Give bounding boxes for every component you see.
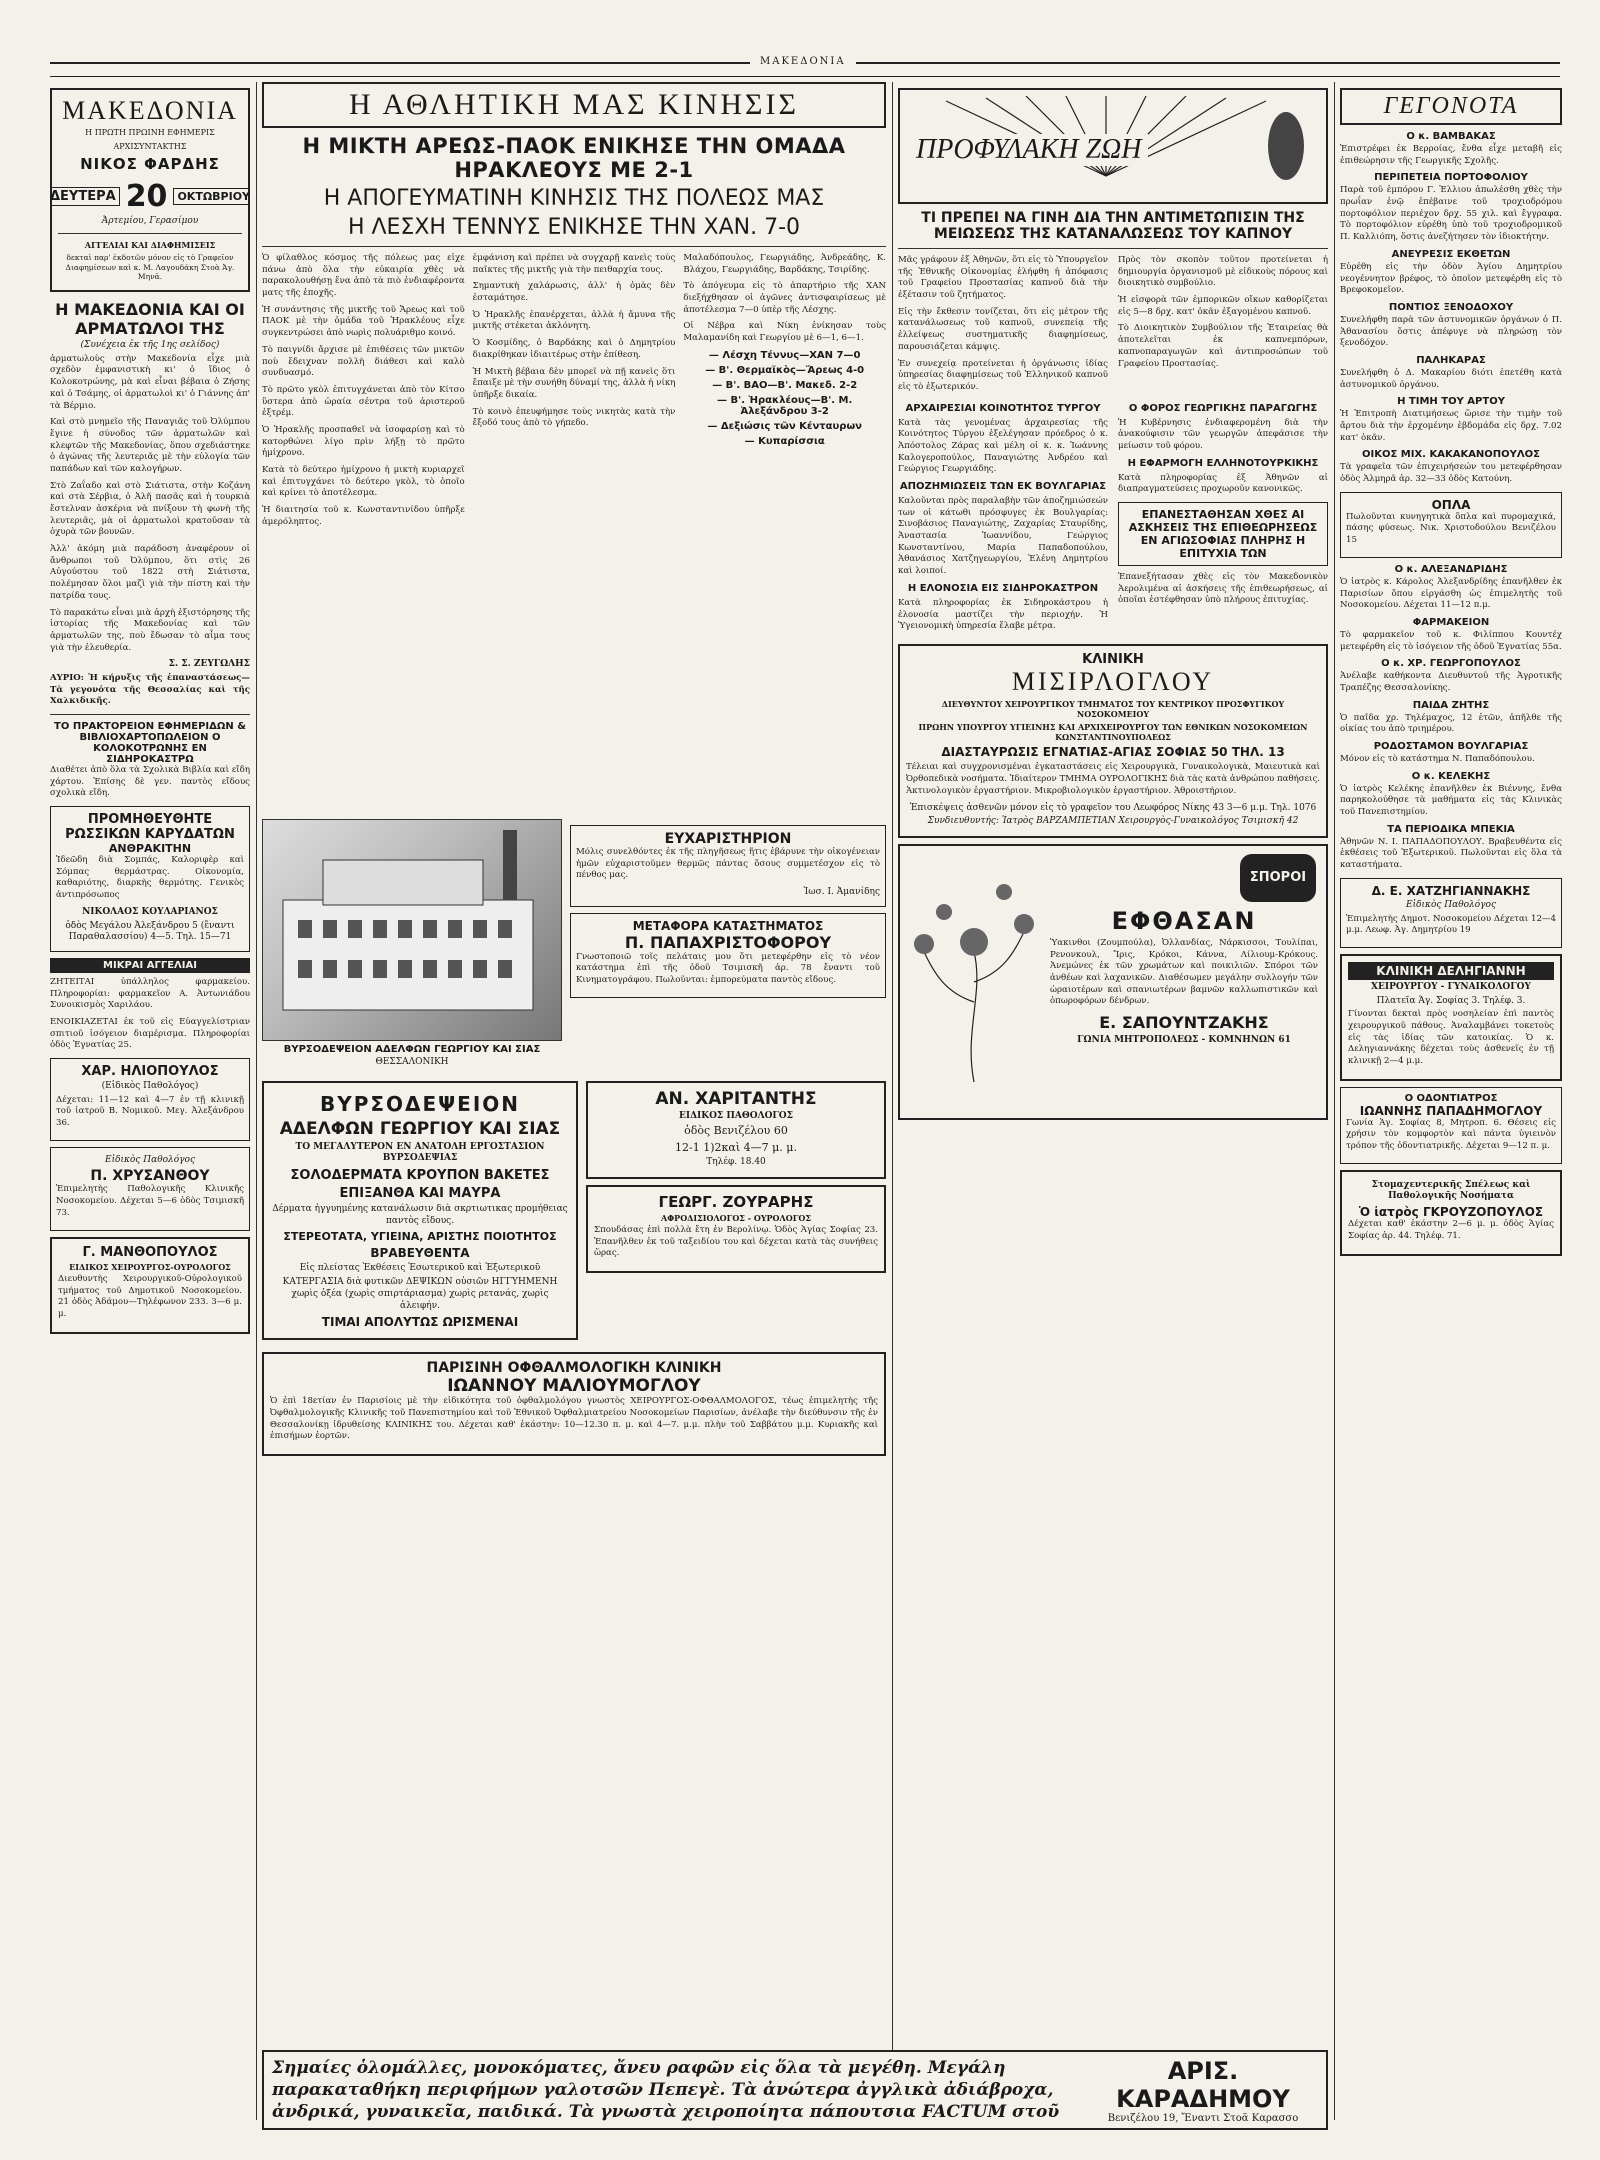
column-events	[1340, 82, 1562, 2120]
moving-text: Γνωστοποιῶ τοῖς πελάταις μου ὅτι μετεφέρθην εἰς τὸ νέον κατάστημα ἐπὶ τῆς ὁδοῦ Τσιμισκῆ ἀρ. 78 ἔναντι τοῦ Κινηματογράφου. Πωλοῦνται: ἐμπορεύματα παντὸς εἴδους.	[576, 951, 880, 986]
news-column	[898, 255, 1108, 399]
news-paragraph: Εἰς τὴν ἔκθεσιν τονίζεται, ὅτι εἰς μέτρον τῆς κατανάλωσεως τοῦ καπνοῦ, συνεπείᾳ τῆς ἐλλείψεως συστηματικῆς διαφημίσεως, παρουσιάζεται κάμψις.	[898, 306, 1108, 352]
headline: Η ΜΙΚΤΗ ΑΡΕΩΣ-ΠΑΟΚ ΕΝΙΚΗΣΕ ΤΗΝ ΟΜΑΔΑ ΗΡΑΚΛΕΟΥΣ ΜΕ 2-1	[302, 134, 846, 182]
event-heading: Η ΤΙΜΗ ΤΟΥ ΑΡΤΟΥ	[1397, 396, 1505, 408]
event-text: Εὑρέθη εἰς τὴν ὁδὸν Ἀγίου Δημητρίου νεογέννητον βρέφος, τὸ ὁποῖον μετεφέρθη εἰς τὸ Βρεφοκομεῖον.	[1340, 261, 1562, 296]
sports-column	[683, 253, 886, 813]
news-text: Ἐπανεξήτασαν χθὲς εἰς τὸν Μακεδονικὸν Ἀερολιμένα αἱ ἀσκήσεις τῆς ἐπιθεωρήσεως, αἱ ὁποῖαι ἐστέφθησαν ὑπὸ πλήρους ἐπιτυχίας.	[1118, 572, 1328, 606]
moving-title: ΜΕΤΑΦΟΡΑ ΚΑΤΑΣΤΗΜΑΤΟΣ	[632, 918, 824, 933]
clinic-text: Τέλειαι καὶ συγχρονισμέναι ἐγκαταστάσεις εἰς Χειρουργικὰ, Γυναικολογικὰ, Μαιευτικὰ καὶ Ὀρθοπεδικὰ νοσήματα. Ἰδιαίτερον ΤΜΗΜΑ ΟΥΡΟΛΟΓΙΚΗΣ διὰ τὰς κατὰ ἀνθρώπου παθήσεις. Ἀκτινολογικὸν ἐργαστήριον. Μικροβιολογικὸν ἐργαστήριον. Ἀθροιστήριον.	[906, 762, 1320, 796]
sports-paragraph: Ὁ Ἡρακλῆς προσπαθεῖ νὰ ἰσοφαρίσῃ καὶ τὸ κατορθώνει λίγο πρὶν λήξῃ τὸ πρῶτο ἡμίχρονο.	[262, 424, 465, 459]
clinic-line: ΠΡΩΗΝ ΥΠΟΥΡΓΟΥ ΥΓΙΕΙΝΗΣ ΚΑΙ ΑΡΧΙΧΕΙΡΟΥΡΓΟΥ ΤΩΝ ΕΘΝΙΚΩΝ ΝΟΣΟΚΟΜΕΙΩΝ ΚΩΝΣΤΑΝΤΙΝΟΥΠΟΛΕΩΣ	[918, 721, 1308, 743]
tannery-ad-line: ΣΤΕΡΕΟΤΑΤΑ, ΥΓΙΕΙΝΑ, ΑΡΙΣΤΗΣ ΠΟΙΟΤΗΤΟΣ	[283, 1230, 557, 1244]
editor-label: ΑΡΧΙΣΥΝΤΑΚΤΗΣ	[113, 142, 187, 152]
thanks-title: ΕΥΧΑΡΙΣΤΗΡΙΟΝ	[664, 831, 792, 847]
doctor-text: Δέχεται: 11—12 καὶ 4—7 ἐν τῇ κλινικῇ τοῦ ἰατροῦ Β. Νομικοῦ. Μεγ. Ἀλεξάνδρου 36.	[56, 1094, 244, 1129]
news-subhead: ΑΡΧΑΙΡΕΣΙΑΙ ΚΟΙΝΟΤΗΤΟΣ ΤΥΡΓΟΥ	[905, 402, 1101, 414]
event-heading: ΑΝΕΥΡΕΣΙΣ ΕΚΘΕΤΩΝ	[1391, 248, 1511, 260]
ads-label: ΑΓΓΕΛΙΑΙ ΚΑΙ ΔΙΑΦΗΜΙΣΕΙΣ	[84, 240, 216, 251]
clinic-visits: Ἐπισκέψεις ἀσθενῶν μόνον εἰς τὸ γραφεῖον του Λεωφόρος Νίκης 43 3—6 μ.μ. Τηλ. 1076	[909, 802, 1317, 813]
event-heading: Ο κ. ΑΛΕΞΑΝΔΡΙΔΗΣ	[1394, 563, 1508, 575]
sports-paragraph: Τὸ κοινὸ ἐπευφήμησε τοὺς νικητὰς κατὰ τὴν ἔξοδό τους ἀπὸ τὸ γήπεδο.	[472, 406, 676, 429]
shop-address: Βενιζέλου 19, Ἔναντι Στοᾶ Καρασσο	[1107, 2112, 1299, 2124]
sports-paragraph: Τὸ πρῶτο γκὸλ ἐπιτυγχάνεται ἀπὸ τὸν Κίτσο ὕστερα ἀπὸ ὡραία σέντρα τοῦ ἀριστεροῦ ἐξτρέμ.	[262, 384, 465, 419]
tannery-ad-line: Εἰς πλείστας Ἐκθέσεις Ἐσωτερικοῦ καὶ Ἐξωτερικοῦ	[299, 1263, 541, 1274]
news-column	[1118, 399, 1328, 638]
news-text: Καλοῦνται πρὸς παραλαβὴν τῶν ἀποζημιώσεών των οἱ κάτωθι πρόσφυγες ἐκ Βουλγαρίας: Σινοβάσιος Παναγιώτης, Ζαχαρίας Σταυρίδης, Ἀναστασία Ἰωαννίδου, Γεώργιος Κωνσταντίνου, Μαρία Παπαδοπούλου, Ἀθανάσιος Χατζηγεωργίου, Ἐλένη Δημητρίου καὶ λοιποί.	[898, 496, 1108, 577]
doctor-address: ὁδὸς Βενιζέλου 60	[684, 1124, 788, 1138]
event-text: Μόνον εἰς τὸ κατάστημα Ν. Παπαδόπουλου.	[1340, 754, 1535, 764]
events-list	[1340, 131, 1562, 486]
column-rule	[892, 82, 893, 2120]
event-heading: ΠΟΝΤΙΟΣ ΞΕΝΟΔΟΧΟΥ	[1388, 301, 1514, 313]
news-paragraph: Ἡ εἰσφορὰ τῶν ἐμπορικῶν οἴκων καθορίζεται εἰς 5—8 δρχ. κατ' ὀκᾶν ἐξαγομένου καπνοῦ.	[1118, 295, 1328, 317]
event-heading: ΠΑΛΗΚΑΡΑΣ	[1416, 354, 1486, 366]
sports-paragraph: Τὸ ἀπόγευμα εἰς τὸ ἀπαρτήριο τῆς ΧΑΝ διεξήχθησαν οἱ ἀγῶνες ἀντισφαιρίσεως μὲ ἀποτέλεσμα 7—0 ὑπὲρ τῆς Λέσχης.	[683, 281, 886, 315]
arms-ad-title: ΟΠΛΑ	[1431, 497, 1471, 512]
events-title: ΓΕΓΟΝΟΤΑ	[1383, 93, 1519, 119]
seeds-ad	[898, 844, 1328, 1120]
doctor-ad	[50, 1058, 250, 1141]
article-paragraph: Ἀλλ' ἀκόμη μιὰ παράδοση ἀναφέρουν οἱ ἄνθρωποι τοῦ Ὀλύμπου, ὅτι στὶς 26 Αὐγούστου τοῦ 1822 στὴ Σιάτιστα, πολέμησαν ὅλοι μαζὶ γιὰ τὴν πίστη καὶ τὴν πατρίδα τους.	[50, 544, 250, 601]
tannery-ad-line: ΕΠΙΞΑΝΘΑ ΚΑΙ ΜΑΥΡΑ	[339, 1186, 501, 1202]
dentist-ad	[1340, 1087, 1562, 1164]
doctor-specialty: Εἰδικὸς Παθολόγος	[1406, 899, 1496, 910]
sports-column	[262, 253, 465, 813]
coal-ad-sub: ΑΝΘΡΑΚΙΤΗΝ	[108, 842, 192, 856]
photo-place: ΘΕΣΣΑΛΟΝΙΚΗ	[375, 1057, 449, 1067]
gastro-text: Δέχεται καθ' ἑκάστην 2—6 μ. μ. ὁδὸς Ἁγίας Σοφίας ἀρ. 44. Τηλέφ. 71.	[1348, 1219, 1554, 1241]
article-paragraph: Στὸ Ζαΐαδο καὶ στὸ Σιάτιστα, στὴν Κοζάνη καὶ στὰ Σέρβια, ὁ Ἀλῆ πασᾶς καὶ ἡ τουρκιὰ ἔστελναν ἀσκέρια νὰ πνίξουν τὴ φωνὴ τῆς λευτεριᾶς, μὰ οἱ ἀρματωλοὶ κρατοῦσαν τὰ ὀχυρὰ τῶν βουνῶν.	[50, 480, 250, 538]
moving-name: Π. ΠΑΠΑΧΡΙΣΤΟΦΟΡΟΥ	[624, 932, 832, 952]
sports-paragraph: Οἱ Νέβρα καὶ Νίκη ἐνίκησαν τοὺς Μαλαμανίδη καὶ Γεωργίου μὲ 6—1, 6—1.	[683, 321, 886, 344]
coal-ad-address: ὁδὸς Μεγάλου Ἀλεξάνδρου 5 (ἔναντι Παραθαλασσίου) 4—5. Τηλ. 15—71	[65, 920, 235, 943]
doctor-ad	[1340, 878, 1562, 948]
tannery-ad-head: ΒΥΡΣΟΔΕΨΕΙΟΝ	[319, 1091, 521, 1116]
sports-paragraph: Τὸ παιγνίδι ἄρχισε μὲ ἐπιθέσεις τῶν μικτῶν ποὺ ἔδειχναν πολλὴ διάθεσι καὶ καλὸ συνδυασμό.	[262, 344, 465, 379]
match-result: — Β'. Θερμαϊκὸς—Ἄρεως 4-0	[705, 364, 865, 376]
dentist-title: Ο ΟΔΟΝΤΙΑΤΡΟΣ	[1404, 1092, 1498, 1104]
column-rule	[256, 82, 257, 2120]
doctor-ad	[50, 1147, 250, 1231]
clinic-name: ΜΙΣΙΡΛΟΓΛΟΥ	[1011, 666, 1215, 696]
thanks-notice	[570, 825, 886, 907]
date-line	[50, 178, 250, 214]
dentist-name: ΙΩΑΝΝΗΣ ΠΑΠΑΔΗΜΟΓΛΟΥ	[1359, 1103, 1543, 1118]
news-paragraph: Πρὸς τὸν σκοπὸν τοῦτον προτείνεται ἡ δημιουργία ὀργανισμοῦ μὲ εἰδικοὺς πόρους καὶ διοικητικὸ συμβούλιο.	[1118, 255, 1328, 289]
article-body	[50, 354, 250, 655]
sports-paragraph: Ἡ διαιτησία τοῦ κ. Κωνσταντινίδου ὑπῆρξε ἀμερόληπτος.	[262, 505, 465, 527]
logo-text: ΠΡΟΦΥΛΑΚΗ ΖΩΗ	[910, 134, 1148, 166]
coal-ad	[50, 806, 250, 952]
column-left	[50, 82, 250, 2120]
news-paragraph: Μᾶς γράφουν ἐξ Ἀθηνῶν, ὅτι εἰς τὸ Ὑπουργεῖον τῆς Ἐθνικῆς Οἰκονομίας ἐλήφθη ἡ ἀπόφασις τοῦ Γραφείου Προστασίας καπνοῦ διὰ τὴν ἐξέτασιν τοῦ ζητήματος.	[898, 255, 1108, 301]
gastro-name: Ὁ ἰατρὸς ΓΚΡΟΥΖΟΠΟΥΛΟΣ	[1358, 1205, 1544, 1220]
match-result: — Λέσχη Τέννυς—ΧΑΝ 7—0	[708, 349, 861, 361]
article-subtitle: (Συνέχεια ἐκ τῆς 1ης σελίδος)	[80, 340, 220, 351]
clinic-associate: Συνδιευθυντής: Ἰατρὸς ΒΑΡΖΑΜΠΕΤΙΑΝ Χειρουργὸς-Γυναικολόγος Τσιμισκῆ 42	[927, 816, 1299, 827]
seeds-text: Ὑακινθοι (Ζουμπούλα), Ὀλλανδίας, Νάρκισσοι, Τουλίπαι, Ρενονκουλ, Ἴρις, Κρόκοι, Κάννα, Λίλιουμ-Κρόκους. Ἀνεμώνες ἐκ τῶν χρωμάτων καὶ ποικιλιῶν. Σπόροι τῶν ἀνθέων καὶ λαχανικῶν. Διαθέσωμεν μεγάλην συλλογήν τῶν ὡραιοτέρων καὶ σπανιωτέρων βαμνῶν καλλωπιστικῶν καὶ ὀπωροφόρων δένδρων.	[1050, 937, 1318, 1007]
saints-of-day: Ἀρτεμίου, Γερασίμου	[101, 215, 199, 226]
eye-clinic-text: Ὁ ἐπὶ 18ετίαν ἐν Παρισίοις μὲ τὴν εἰδικότητα τοῦ ὀφθαλμολόγου γνωστὸς ΧΕΙΡΟΥΡΓΟΣ-ΟΦΘΑΛΜΟΛΟΓΟΣ, τέως ἐπιμελητὴς τῆς Ὀφθαλμολογικῆς Κλινικῆς τοῦ Πανεπιστημίου καὶ τοῦ Ἐθνικοῦ Ὀφθαλμιατρείου Νοσοκομείων Παρισίων, ἀνέλαβε τὴν διεύθυνσιν τῆς ἐν Θεσσαλονίκῃ ἱδρυθείσης ΚΛΙΝΙΚΗΣ του. Δέχεται καθ' ἑκάστην: 10—12.30 π. μ. καὶ 4—7. μ.μ. πλὴν τοῦ Σαββάτου μ.μ. Κυριακῆς καὶ ἐπισήμων ἑορτῶν.	[270, 1396, 878, 1442]
news-text: Κατὰ πληροφορίας ἐξ Ἀθηνῶν αἱ διαπραγματεύσεις προχωροῦν κανονικῶς.	[1118, 472, 1328, 495]
divider	[58, 233, 242, 234]
factory-illustration	[263, 820, 561, 1038]
coal-ad-text: Ἰδεῶδη διὰ Σομπάς, Καλοριφὲρ καὶ Σόμπας θερμάστρας. Οἰκονομία, καθαριότης, διαρκὴς θερμότης. Γενικὸς ἀντιπρόσωπος	[56, 855, 244, 901]
agency-ad-title: ΤΟ ΠΡΑΚΤΟΡΕΙΟΝ ΕΦΗΜΕΡΙΔΩΝ & ΒΙΒΛΙΟΧΑΡΤΟΠΩΛΕΙΟΝ Ο ΚΟΛΟΚΟΤΡΩΝΗΣ ΕΝ ΣΙΔΗΡΟΚΑΣΤΡΩ	[54, 721, 246, 766]
event-text: Ὁ ἰατρὸς Κελέκης ἐπανῆλθεν ἐκ Βιέννης, ἔνθα παρηκολούθησε τὰ μαθήματα εἰς τὰς Κλινικὰς τοῦ Πανεπιστημίου.	[1340, 783, 1562, 818]
clinic-address: Πλατεῖα Ἁγ. Σοφίας 3. Τηλέφ. 3.	[1376, 995, 1526, 1006]
doctor-specialty: Εἰδικὸς Παθολόγος	[105, 1154, 195, 1165]
small-ad: ΕΝΟΙΚΙΑΖΕΤΑΙ ἐκ τοῦ εἰς Εὐαγγελίστριαν σπιτιοῦ ἰσόγειον διαμέρισμα. Πληροφορίαι ὁδὸς Ἐγνατίας 25.	[50, 1016, 250, 1051]
nameplate	[50, 88, 250, 292]
news-subhead: Η ΕΛΟΝΟΣΙΑ ΕΙΣ ΣΙΔΗΡΟΚΑΣΤΡΟΝ	[907, 582, 1099, 594]
logo-banner	[898, 88, 1328, 204]
news-text: Κατὰ τὰς γενομένας ἀρχαιρεσίας τῆς Κοινότητος Τύργου ἐξελέγησαν πρόεδρος ὁ κ. Ἀπόστολος Ζάρας καὶ μέλη οἱ κ. κ. Ἰωάννης Καλογεροπούλος, Παναγιώτης Ἀνδρέου καὶ Γεώργιος Γεωργιάδης.	[898, 417, 1108, 475]
masthead-rule	[50, 56, 1560, 77]
column-news	[898, 82, 1328, 2120]
banner-text: Σημαίες ὁλομάλλες, μονοκόματες, ἄνευ ραφῶν εἰς ὅλα τὰ μεγέθη. Μεγάλη παρακαταθήκη περιφήμων γαλοτσῶν Πεπεγὲ. Τὰ ἀνώτερα ἀγγλικὰ ἀδιάβροχα, ἀνδρικά, γυναικεῖα, παιδικά. Τὰ γνωστὰ χειροποίητα πάπουτσια FACTUM στοῦ	[272, 2057, 1060, 2123]
news-subhead: ΑΠΟΖΗΜΙΩΣΕΙΣ ΤΩΝ ΕΚ ΒΟΥΛΓΑΡΙΑΣ	[899, 481, 1107, 492]
article-tomorrow: ΑΥΡΙΟ: Ἡ κήρυξις τῆς ἐπαναστάσεως—Τὰ γεγονότα τῆς Θεσσαλίας καὶ τῆς Χαλκιδικῆς.	[50, 672, 250, 707]
banner-shop	[1088, 2057, 1318, 2124]
dentist-text: Γωνία Ἁγ. Σοφίας 8, Μητροπ. 6. Θέσεις εἰς χρήσιν τὸν κομφορτὸν καὶ πάντα ὑγιεινὸν τρόπον τῆς ὀδοντιατρικῆς. Δέχεται 9—12 π. μ.	[1346, 1117, 1556, 1152]
match-result: — Δεξιώσις τῶν Κένταυρων	[707, 420, 862, 432]
doctor-name: Γ. ΜΑΝΘΟΠΟΥΛΟΣ	[82, 1244, 218, 1260]
clinic-address: ΔΙΑΣΤΑΥΡΩΣΙΣ ΕΓΝΑΤΙΑΣ-ΑΓΙΑΣ ΣΟΦΙΑΣ 50 ΤΗΛ. 13	[941, 745, 1285, 760]
news-subhead: Η ΕΦΑΡΜΟΓΗ ΕΛΛΗΝΟΤΟΥΡΚΙΚΗΣ	[1127, 457, 1319, 469]
event-heading: Ο κ. ΒΑΜΒΑΚΑΣ	[1406, 131, 1496, 142]
event-text: Συνελήφθη ὁ Δ. Μακαρίου διότι ἐπετέθη κατὰ ἀστυνομικοῦ ὀργάνου.	[1340, 367, 1562, 390]
seeds-content	[1050, 904, 1318, 1049]
divider	[262, 246, 886, 247]
date-number: 20	[125, 178, 168, 214]
seeds-illustration	[904, 852, 1044, 1092]
doctor-ad	[50, 1237, 250, 1334]
clinic-name: ΚΛΙΝΙΚΗ ΔΕΛΗΓΙΑΝΝΗ	[1348, 962, 1554, 980]
news-subhead: ΕΠΑΝΕΣΤΑΘΗΣΑΝ ΧΘΕΣ ΑΙ ΑΣΚΗΣΕΙΣ ΤΗΣ ΕΠΙΘΕΩΡΗΣΕΩΣ ΕΝ ΑΓΙΩΣΟΦΙΑΣ ΠΛΗΡΗΣ Η ΕΠΙΤΥΧΙΑ ΤΩΝ	[1128, 508, 1318, 560]
section-title: Η ΑΘΛΗΤΙΚΗ ΜΑΣ ΚΙΝΗΣΙΣ	[262, 82, 886, 128]
doctor-ad	[586, 1081, 886, 1179]
event-heading: ΠΕΡΙΠΕΤΕΙΑ ΠΟΡΤΟΦΟΛΙΟΥ	[1374, 172, 1528, 184]
news-paragraph: Ἐν συνεχείᾳ προτείνεται ἡ ὀργάνωσις ἰδίας ὑπηρεσίας διαφημίσεως τοῦ Ἑλληνικοῦ καπνοῦ εἰς τὸ ἐξωτερικόν.	[898, 358, 1108, 392]
doctor-name: ΑΝ. ΧΑΡΙΤΑΝΤΗΣ	[655, 1088, 817, 1109]
article-paragraph: Τὸ παρακάτω εἶναι μιὰ ἀρχὴ ἐξιστόρησης τῆς ἱστορίας τῆς Μακεδονίας καὶ τῶν ἀρματωλῶν της, ποὺ ἔδωσαν τὸ αἷμα τους γιὰ τὴν ἐλευθερία.	[50, 607, 250, 653]
editor-name: ΝΙΚΟΣ ΦΑΡΔΗΣ	[80, 154, 220, 173]
doctor-specialty: ΕΙΔΙΚΟΣ ΠΑΘΟΛΟΓΟΣ	[679, 1110, 793, 1121]
date-day: ΔΕΥΤΕΡΑ	[50, 187, 120, 206]
sports-paragraph: ἐμφάνιση καὶ πρέπει νὰ συγχαρῇ κανεὶς τοὺς παῖκτες τῆς μικτῆς γιὰ τὴν πειθαρχία τους.	[472, 253, 676, 275]
doctor-name: ΧΑΡ. ΗΛΙΟΠΟΥΛΟΣ	[81, 1064, 219, 1080]
article-paragraph: Καὶ στὸ μνημεῖο τῆς Παναγιᾶς τοῦ Ὀλύμπου ἔγινε ἡ σύνοδος τῶν ἀρματωλῶν καὶ κλεφτῶν τῆς Μακεδονίας, ὅπου σχεδιάστηκε ὁ ἀγώνας τῆς λευτεριᾶς μὲ τὴν εὐλογία τῶν παπάδων καὶ τῶν καλογήρων.	[50, 417, 250, 474]
event-heading: ΠΑΙΔΑ ΖΗΤΗΣ	[1412, 699, 1490, 711]
tannery-ad	[262, 1081, 578, 1341]
news-paragraph: Τὸ Διοικητικὸν Συμβούλιον τῆς Ἑταιρείας θὰ ἀποτελεῖται ἐκ καπνεμπόρων, καπνοπαραγωγῶν καὶ ἀντιπροσώπων τοῦ Γραφείου Προστασίας.	[1118, 323, 1328, 369]
event-heading: ΡΟΔΟΣΤΑΜΟΝ ΒΟΥΛΓΑΡΙΑΣ	[1373, 741, 1529, 752]
tannery-ad-line: ΤΙΜΑΙ ΑΠΟΛΥΤΩΣ ΩΡΙΣΜΕΝΑΙ	[321, 1315, 519, 1330]
doctor-ad	[586, 1185, 886, 1273]
eye-clinic-name: ΙΩΑΝΝΟΥ ΜΑΛΙΟΥΜΟΓΛΟΥ	[447, 1376, 701, 1397]
event-text: Παρὰ τοῦ ἐμπόρου Γ. Ἐλλιου ἀπωλέσθη χθὲς τὴν πρωΐαν ἐνῷ ἐπέβαινε τοῦ τροχιοδρόμου πορτοφόλιον περιέχον δρχ. 55 χιλ. καὶ ἔγγραφα. Τὸ πορτοφόλιον εὑρέθη ὑπὸ τοῦ τροχιοδρομικοῦ Π. Καλλιόπη, ὅστις ἀνεζήτησεν τὸν ἰδιοκτήτην.	[1340, 185, 1562, 243]
event-text: Ἀθηνῶν Ν. Ι. ΠΑΠΑΔΟΠΟΥΛΟΥ. Βραβευθέντα εἰς ἐκθέσεις τοῦ Ἐξωτερικοῦ. Πωλοῦνται εἰς ὅλα τὰ καταστήματα.	[1340, 836, 1562, 871]
doctor-phone: Τηλέφ. 18.40	[706, 1156, 766, 1167]
event-text: Τὸ φαρμακεῖον τοῦ κ. Φιλίππου Κουντέχ μετεφέρθη εἰς τὸ ἰσόγειον τῆς ὁδοῦ Ἐγνατίας 55α.	[1340, 629, 1562, 652]
events-title-box	[1340, 88, 1562, 125]
paper-subtitle: Η ΠΡΩΤΗ ΠΡΩΙΝΗ ΕΦΗΜΕΡΙΣ	[85, 128, 215, 137]
doctor-text: Διευθυντὴς Χειρουργικοῦ-Οὐρολογικοῦ τμήματος τοῦ Δημοτικοῦ Νοσοκομείου. 21 ὁδὸς Ἀδάμου—Τηλέφωνον 233. 3—6 μ. μ.	[58, 1273, 242, 1319]
doctor-text: Σπουδάσας ἐπὶ πολλὰ ἔτη ἐν Βερολίνῳ. Ὁδὸς Ἁγίας Σοφίας 23. Ἐπανῆλθεν ἐκ τοῦ ταξειδίου του καὶ δέχεται κατὰ τὰς συνήθεις ὥρας.	[594, 1225, 878, 1259]
small-ad: ΖΗΤΕΙΤΑΙ ὑπάλληλος φαρμακείου. Πληροφορίαι: φαρμακεῖον Α. Ἀντωνιάδου Συνοικισμὸς Χαριλάου.	[50, 976, 250, 1011]
match-result: — Β'. ΒΑΟ—Β'. Μακεδ. 2-2	[712, 379, 858, 391]
shop-name: ΑΡΙΣ. ΚΑΡΑΔΗΜΟΥ	[1116, 2056, 1290, 2113]
divider	[50, 714, 250, 715]
event-heading: Ο κ. ΧΡ. ΓΕΩΡΓΟΠΟΥΛΟΣ	[1381, 658, 1521, 670]
event-text: Ἀνέλαβε καθήκοντα Διευθυντοῦ τῆς Ἀγροτικῆς Τραπέζης Θεσσαλονίκης.	[1340, 671, 1562, 693]
event-heading: ΦΑΡΜΑΚΕΙΟΝ	[1412, 616, 1490, 628]
news-body	[898, 255, 1328, 399]
moving-notice	[570, 913, 886, 998]
event-text: Ὁ παῖδα χρ. Τηλέμαχος, 12 ἐτῶν, ἀπῆλθε τῆς οἰκίας του ἀπὸ τριημέρου.	[1340, 712, 1562, 735]
event-text: Ὁ ἰατρὸς κ. Κάρολος Ἀλεξανδρίδης ἐπανῆλθεν ἐκ Παρισίων ὅπου εἰργάσθη ὡς ἐπιμελητὴς τοῦ Νοσοκομείου. Δέχεται 11—12 π.μ.	[1340, 576, 1562, 611]
news-column	[898, 399, 1108, 638]
photo-caption: ΒΥΡΣΟΔΕΨΕΙΟΝ ΑΔΕΛΦΩΝ ΓΕΩΡΓΙΟΥ ΚΑΙ ΣΙΑΣ	[283, 1044, 541, 1055]
masthead-title: ΜΑΚΕΔΟΝΙΑ	[750, 56, 856, 67]
events-list-2	[1340, 564, 1562, 872]
factory-photo	[262, 819, 562, 1041]
news-text: Κατὰ πληροφορίας ἐκ Σιδηροκάστρου ἡ ἐλονοσία μαστίζει τὴν περιοχήν. Ἡ Ὑγειονομικὴ ὑπηρεσία ἔλαβε μέτρα.	[898, 597, 1108, 632]
match-result: — Β'. Ἡρακλέους—Β'. Μ. Ἀλεξάνδρου 3-2	[717, 394, 853, 417]
clinic-text: Γίνονται δεκταὶ πρὸς νοσηλείαν ἐπὶ παντὸς χειρουργικοῦ πάθους. Ἀναλαμβάνει τοκετοὺς εἰς τὰς ἰδίας τῶν κατοικίας. Ὁ κ. Δεληγιαννάκης δέχεται τοὺς ἀσθενεῖς ἐν τῇ κλινικῇ 2—4 μ.μ.	[1348, 1009, 1554, 1066]
doctor-specialty: ΕΙΔΙΚΟΣ ΧΕΙΡΟΥΡΓΟΣ-ΟΥΡΟΛΟΓΟΣ	[69, 1261, 231, 1272]
tannery-ad-name: ΑΔΕΛΦΩΝ ΓΕΩΡΓΙΟΥ ΚΑΙ ΣΙΑΣ	[279, 1118, 561, 1139]
paper-name: ΜΑΚΕΔΟΝΙΑ	[62, 96, 238, 125]
sports-paragraph: Μαλαδόπουλος, Γεωργιάδης, Ἀνδρεάδης, Κ. Βλάχου, Γεωργιάδης, Βαρδάκης, Τσιρίδης.	[683, 253, 886, 275]
sports-column	[473, 253, 676, 813]
deligianni-clinic-ad	[1340, 954, 1562, 1081]
lower-sports-area	[262, 819, 886, 1071]
arms-ad	[1340, 492, 1562, 558]
misirloglou-clinic-ad	[898, 644, 1328, 838]
sports-paragraph: Σημαντικὴ χαλάρωσις, ἀλλ' ἡ ὁμὰς δὲν ἐσταμάτησε.	[472, 281, 676, 304]
small-ads-title: ΜΙΚΡΑΙ ΑΓΓΕΛΙΑΙ	[50, 958, 250, 973]
sports-paragraph: Ὁ φίλαθλος κόσμος τῆς πόλεως μας εἶχε πάνω ἀπὸ ὅλα τὴν εὐκαιρία χθὲς νὰ παρακολουθήσῃ ἕνα ἀπὸ τὰ πιὸ ἐνδιαφέροντα ματς τῆς ἐποχῆς.	[262, 253, 465, 299]
tannery-ad-sub: ΤΟ ΜΕΓΑΛΥΤΕΡΟΝ ΕΝ ΑΝΑΤΟΛΗ ΕΡΓΟΣΤΑΣΙΟΝ ΒΥΡΣΟΔΕΨΙΑΣ	[295, 1141, 545, 1164]
sports-paragraph: Ὁ Ἡρακλῆς ἐπανέρχεται, ἀλλὰ ἡ ἄμυνα τῆς μικτῆς στέκεται ἀκλόνητη.	[472, 309, 676, 332]
sports-paragraph: Κατὰ τὸ δεύτερο ἡμίχρονο ἡ μικτὴ κυριαρχεῖ καὶ ἐπιτυγχάνει τὸ δεύτερο γκὸλ, τὸ ὁποῖο καὶ κρίνει τὸ ἀποτέλεσμα.	[262, 465, 465, 499]
doctor-ads	[586, 1075, 886, 1347]
article-paragraph: ἀρματωλοὺς στὴν Μακεδονία εἶχε μιὰ σχεδὸν ἐμφανιστικὴ κι' ὁ ἴδιος ὁ Κολοκοτρώνης, μὰ καὶ εἶναι βέβαια ὁ Ζήσης καὶ ὁ Τσάμης, οἱ ἀρματωλοὶ κι' ὁ Γιάννης ἀπ' τὰ Βέρμιο.	[50, 353, 250, 411]
date-month: ΟΚΤΩΒΡΙΟΥ	[173, 188, 250, 205]
seeds-badge: ΣΠΟΡΟΙ	[1240, 854, 1316, 902]
tannery-ad-line: ΚΑΤΕΡΓΑΣΙΑ διὰ φυτικῶν ΔΕΨΙΚΩΝ οὐσιῶν ΗΓΓΥΗΜΕΝΗ χωρὶς ὀξέα (χωρὶς σπιρτάριασμα) χωρὶς ρετανάς, χωρὶς ἀλειφήν.	[282, 1277, 558, 1311]
doctor-text: Ἐπιμελητὴς Δημοτ. Νοσοκομείου Δέχεται 12—4 μ.μ. Λεωφ. Ἀγ. Δημητρίου 19	[1346, 913, 1556, 936]
doctor-name: Δ. Ε. ΧΑΤΖΗΓΙΑΝΝΑΚΗΣ	[1371, 883, 1531, 898]
doctor-specialty: (Εἰδικὸς Παθολόγος)	[101, 1081, 199, 1092]
event-heading: ΟΙΚΟΣ ΜΙΧ. ΚΑΚΑΚΑΝΟΠΟΥΛΟΣ	[1362, 449, 1540, 461]
doctor-hours: 12-1 1)2καὶ 4—7 μ. μ.	[675, 1140, 797, 1154]
subheadline: Η ΛΕΣΧΗ ΤΕΝΝΥΣ ΕΝΙΚΗΣΕ ΤΗΝ ΧΑΝ. 7-0	[347, 215, 801, 240]
event-heading: ΤΑ ΠΕΡΙΟΔΙΚΑ ΜΠΕΚΙΑ	[1387, 823, 1515, 835]
seeds-address: ΓΩΝΙΑ ΜΗΤΡΟΠΟΛΕΩΣ - ΚΟΜΝΗΝΩΝ 61	[1077, 1035, 1291, 1045]
event-text: Συνελήφθη παρὰ τῶν ἀστυνομικῶν ὀργάνων ὁ Π. Ἀθανασίου ὅστις ἀπέφυγε νὰ πληρώσῃ τὸν ξενοδόχον.	[1340, 314, 1562, 349]
sports-paragraph: Ὁ Κοσμίδης, ὁ Βαρδάκης καὶ ὁ Δημητρίου διακρίθηκαν ἰδιαιτέρως στὴν ἐπίθεση.	[472, 338, 676, 360]
doctor-specialty: ΑΦΡΟΔΙΣΙΟΛΟΓΟΣ - ΟΥΡΟΛΟΓΟΣ	[661, 1212, 811, 1223]
eye-clinic-title: ΠΑΡΙΣΙΝΗ ΟΦΘΑΛΜΟΛΟΓΙΚΗ ΚΛΙΝΙΚΗ	[426, 1360, 722, 1377]
ads-row	[262, 1075, 886, 1347]
gastro-title: Στομαχεντερικῆς Σπέλεως καὶ Παθολογικῆς Νοσήματα	[1371, 1179, 1531, 1202]
divider	[898, 248, 1328, 249]
ads-text: δεκταὶ παρ' ἐκδοτῶν μόνον εἰς τὸ Γραφεῖον Διαφημίσεων καὶ κ. Μ. Λαγουδάκη Στοὰ Ἀγ. Μηνᾶ.	[65, 252, 235, 282]
news-column	[1118, 255, 1328, 399]
doctor-text: Ἐπιμελητὴς Παθολογικῆς Κλινικῆς Νοσοκομείου. Δέχεται 5—6 ὁδὸς Τσιμισκῆ 73.	[56, 1184, 244, 1218]
thanks-signature: Ἰωσ. Ι. Ἀμανίδης	[803, 887, 880, 898]
tannery-ad-line: ΣΟΛΟΔΕΡΜΑΤΑ ΚΡΟΥΠΟΝ ΒΑΚΕΤΕΣ	[290, 1168, 550, 1184]
news-text: Ἡ Κυβέρνησις ἐνδιαφερομένη διὰ τὴν ἀνακούφισιν τῶν γεωργῶν ἀπεφάσισε τὴν μείωσιν τοῦ φόρου.	[1118, 417, 1328, 451]
gastro-ad	[1340, 1170, 1562, 1256]
eye-clinic-ad	[262, 1352, 886, 1456]
doctor-name: Π. ΧΡΥΣΑΝΘΟΥ	[90, 1168, 210, 1185]
event-text: Ἐπιστρέφει ἐκ Βερροίας, ἔνθα εἶχε μεταβῆ εἰς ἐπιθεώρησιν τῆς Γεωργικῆς Σχολῆς.	[1340, 144, 1562, 166]
event-heading: Ο κ. ΚΕΛΕΚΗΣ	[1411, 770, 1491, 782]
doctor-name: ΓΕΩΡΓ. ΖΟΥΡΑΡΗΣ	[658, 1192, 814, 1211]
seeds-head: ΕΦΘΑΣΑΝ	[1111, 906, 1257, 935]
clinic-line: ΔΙΕΥΘΥΝΤΟΥ ΧΕΙΡΟΥΡΓΙΚΟΥ ΤΜΗΜΑΤΟΣ ΤΟΥ ΚΕΝΤΡΙΚΟΥ ΠΡΟΣΦΥΓΙΚΟΥ ΝΟΣΟΚΟΜΕΙΟΥ	[941, 698, 1285, 720]
seeds-name: Ε. ΣΑΠΟΥΝΤΖΑΚΗΣ	[1099, 1013, 1269, 1032]
article-signature: Σ. Σ. ΖΕΥΓΩΛΗΣ	[168, 659, 250, 670]
subheadline: Η ΑΠΟΓΕΥΜΑΤΙΝΗ ΚΙΝΗΣΙΣ ΤΗΣ ΠΟΛΕΩΣ ΜΑΣ	[323, 186, 825, 211]
tannery-ad-line: Δέρματα ἠγγυημένης κατανάλωσιν διὰ σκρτιωτικας προμήθειας παντὸς εἴδους.	[272, 1204, 568, 1226]
agency-ad-text: Διαθέτει ἀπὸ ὅλα τὰ Σχολικὰ Βιβλία καὶ εἴδη χάρτου. Ἐπίσης δὲ γεν. παντὸς εἴδους σχολικὰ εἴδη.	[50, 765, 250, 799]
news-subhead: Ο ΦΟΡΟΣ ΓΕΩΡΓΙΚΗΣ ΠΑΡΑΓΩΓΗΣ	[1128, 402, 1318, 414]
coal-ad-title: ΠΡΟΜΗΘΕΥΘΗΤΕ ΡΩΣΣΙΚΩΝ ΚΑΡΥΔΑΤΩΝ	[65, 812, 235, 843]
headline: ΤΙ ΠΡΕΠΕΙ ΝΑ ΓΙΝΗ ΔΙΑ ΤΗΝ ΑΝΤΙΜΕΤΩΠΙΣΙΝ ΤΗΣ ΜΕΙΩΣΕΩΣ ΤΗΣ ΚΑΤΑΝΑΛΩΣΕΩΣ ΤΟΥ ΚΑΠΝΟΥ	[921, 210, 1305, 242]
event-text: Τὰ γραφεῖα τῶν ἐπιχειρήσεών του μετεφέρθησαν ὁδὸς Ἀλμηρᾶ ἀρ. 32—33 ὁδὸς Κατούνη.	[1340, 462, 1562, 485]
sports-lower-right	[570, 819, 886, 1071]
coal-ad-contact: ΝΙΚΟΛΑΟΣ ΚΟΥΛΑΡΙΑΝΟΣ	[82, 906, 218, 917]
clinic-specialty: ΧΕΙΡΟΥΡΓΟΥ - ΓΥΝΑΙΚΟΛΟΓΟΥ	[1371, 981, 1531, 992]
sports-paragraph: Ἡ συνάντησις τῆς μικτῆς τοῦ Ἄρεως καὶ τοῦ ΠΑΟΚ μὲ τὴν ὁμάδα τοῦ Ἡρακλέους εἶχε συγκεντρώσει ἀπὸ νωρὶς πολυάριθμο κοινό.	[262, 304, 465, 339]
match-result: — Κυπαρίσσια	[744, 435, 825, 447]
bottom-banner-ad	[262, 2050, 1328, 2130]
column-sports	[262, 82, 886, 2120]
thanks-text: Μόλις συνελθόντες ἐκ τῆς πληγῆσεως ἥτις ἐβάρυνε τὴν οἰκογένειαν ἡμῶν εὐχαριστοῦμεν θερμῶς πάντας ὅσους συμμετέσχον εἰς τὸ πένθος μας.	[576, 847, 880, 881]
sports-paragraph: Ἡ Μικτὴ βέβαια δὲν μπορεῖ νὰ πῇ κανεὶς ὅτι ἔπαιξε μὲ τὴν συνήθη δύναμί της, ἀλλὰ ἡ νίκη ὑπῆρξε δικαία.	[472, 366, 676, 400]
news-body-2	[898, 399, 1328, 638]
arms-ad-text: Πωλοῦνται κυνηγητικὰ ὅπλα καὶ πυρομαχικά, πάσης φύσεως. Νικ. Χριστοδούλου Βενιζέλου 15	[1346, 511, 1556, 546]
exercise-box	[1118, 502, 1328, 566]
column-rule	[1334, 82, 1335, 2120]
clinic-label: ΚΛΙΝΙΚΗ	[1082, 651, 1144, 667]
tannery-block	[262, 819, 562, 1071]
event-text: Ἡ Ἐπιτροπὴ Διατιμήσεως ὥρισε τὴν τιμὴν τοῦ ἄρτου διὰ τὴν ἐρχομένην ἑβδομάδα εἰς δρχ. 7.02 κατ' ὀκᾶν.	[1340, 409, 1562, 443]
sports-body	[262, 253, 886, 813]
article-title: Η ΜΑΚΕΔΟΝΙΑ ΚΑΙ ΟΙ ΑΡΜΑΤΩΛΟΙ ΤΗΣ	[55, 300, 245, 339]
tannery-ad-line: ΒΡΑΒΕΥΘΕΝΤΑ	[370, 1246, 470, 1261]
